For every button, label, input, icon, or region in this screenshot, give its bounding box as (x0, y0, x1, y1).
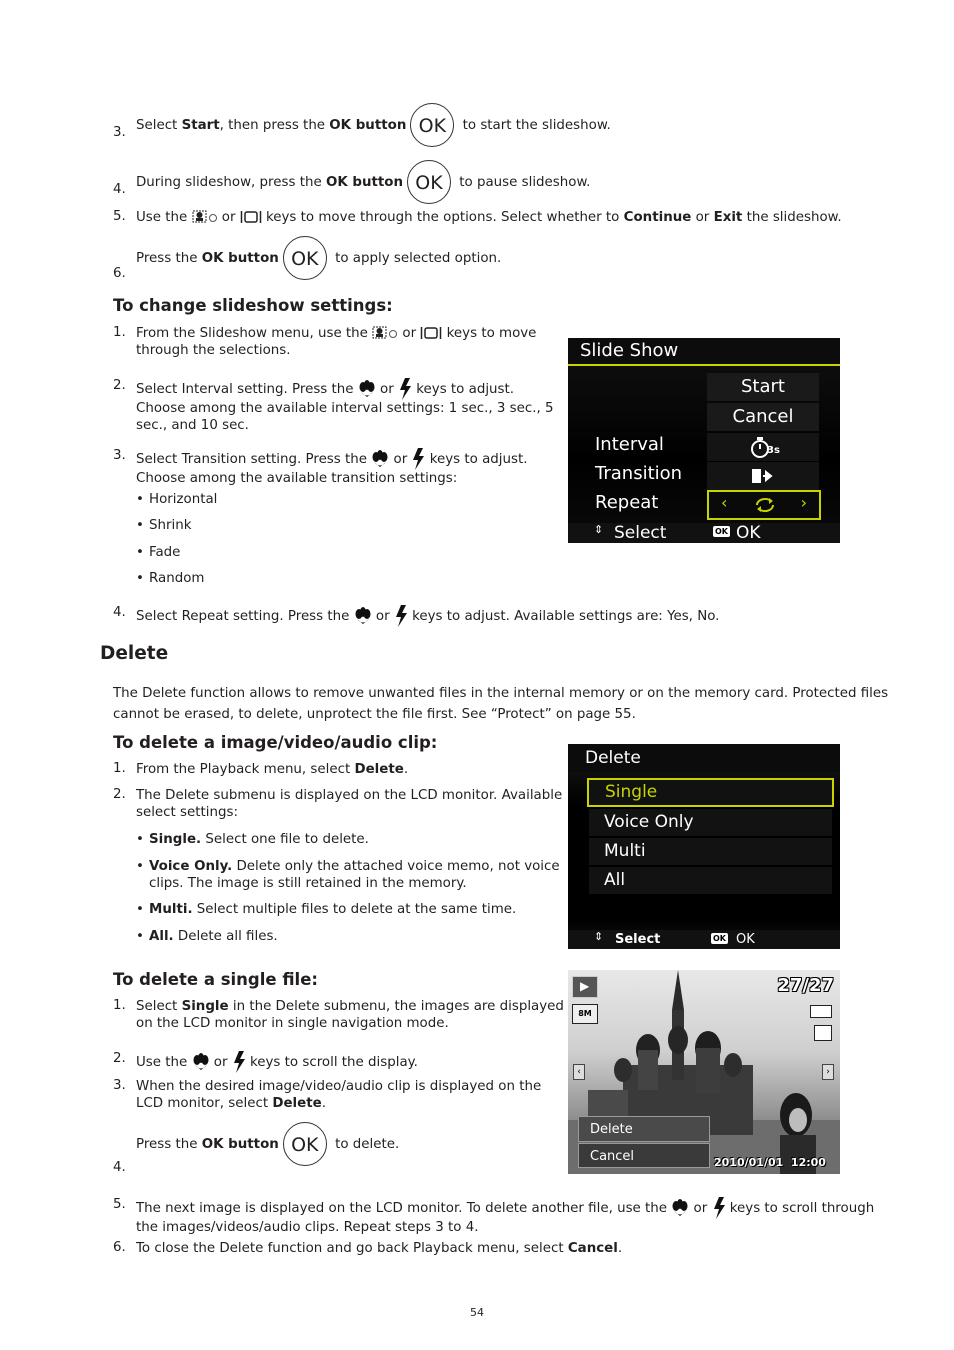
list-item: • Horizontal (136, 492, 217, 507)
voice-rotate-icon (372, 326, 398, 340)
lcd-transition-value (707, 462, 819, 490)
repeat-icon (753, 496, 777, 514)
step-number: 5. (113, 1197, 126, 1212)
step-number: 3. (113, 125, 126, 140)
step-text: Press the OK button OK to apply selected option. (136, 236, 501, 281)
display-icon (420, 326, 442, 340)
interval-value-label: 3s (767, 445, 780, 456)
delete-lcd-screen (568, 744, 840, 949)
chevron-left-icon: ‹ (721, 493, 728, 512)
list-item: • Single. Select one file to delete. (136, 831, 369, 848)
list-item: • Voice Only. Delete only the attached voice memo, not voice clips. The image is still retained in the memory. (136, 858, 560, 892)
macro-flower-icon (671, 1199, 689, 1217)
macro-flower-icon (192, 1053, 210, 1071)
lcd-title: Delete (568, 744, 840, 772)
step-number: 2. (113, 787, 126, 802)
section-heading: To delete a image/video/audio clip: (113, 733, 438, 752)
step-number: 6. (113, 266, 126, 281)
flash-icon (232, 1051, 246, 1073)
chevron-right-icon: › (822, 1064, 834, 1080)
step-text: Use the or keys to scroll the display. (136, 1051, 418, 1073)
macro-flower-icon (358, 380, 376, 398)
step-text: During slideshow, press the OK button OK to pause slideshow. (136, 160, 590, 205)
lcd-option-all: All (589, 867, 832, 894)
lcd-option-voice-only: Voice Only (589, 809, 832, 836)
step-text: From the Slideshow menu, use the or keys to move through the selections. (136, 326, 537, 358)
step-text: The Delete submenu is displayed on the LCD monitor. Available select settings: (136, 788, 563, 820)
flash-icon (712, 1197, 726, 1219)
step-text: From the Playback menu, select Delete. (136, 762, 409, 777)
list-item: • Shrink (136, 518, 191, 533)
step-number: 2. (113, 1051, 126, 1066)
step-number: 4. (113, 605, 126, 620)
battery-icon (810, 1005, 832, 1018)
section-heading: To delete a single file: (113, 970, 318, 989)
step-text: Press the OK button OK to delete. (136, 1122, 399, 1167)
ok-badge-icon: OK (713, 934, 726, 943)
lcd-footer (568, 523, 840, 543)
section-heading: To change slideshow settings: (113, 296, 393, 315)
list-item: • All. Delete all files. (136, 928, 278, 945)
storage-icon (814, 1025, 832, 1041)
step-text: The next image is displayed on the LCD monitor. To delete another file, use the or keys to scroll through the images/videos/audio clips. Repeat steps 3 to 4. (136, 1197, 874, 1236)
list-item: • Fade (136, 545, 180, 560)
step-text: Select Interval setting. Press the or keys to adjust. Choose among the available interval settings: 1 sec., 3 sec., 5 sec., and 10 sec. (136, 378, 554, 434)
lcd-ok-label: OK (736, 523, 761, 543)
step-text: When the desired image/video/audio clip is displayed on the LCD monitor, select Delete. (136, 1079, 542, 1111)
play-mode-icon: ▶ (572, 976, 598, 998)
voice-rotate-icon (192, 210, 218, 224)
lcd-select-label: Select (615, 932, 661, 947)
lcd-label-transition: Transition (595, 463, 683, 484)
step-number: 4. (113, 1160, 126, 1175)
transition-icon (751, 467, 777, 485)
step-number: 5. (113, 209, 126, 224)
intro-paragraph: The Delete function allows to remove unwanted files in the internal memory or on the memory card. Protected files cannot be erased, to delete, unprotect the file first. See “Protect” on page 55. (113, 686, 889, 722)
image-size-badge: 8M (572, 1004, 598, 1024)
file-counter: 27/27 (777, 975, 834, 996)
step-number: 1. (113, 998, 126, 1013)
macro-flower-icon (371, 450, 389, 468)
page-number: 54 (470, 1306, 484, 1319)
ok-button-icon: OK (283, 1122, 327, 1166)
flash-icon (411, 448, 425, 470)
section-title: Delete (100, 643, 169, 664)
step-number: 4. (113, 182, 126, 197)
lcd-footer (568, 930, 840, 949)
flash-icon (398, 378, 412, 400)
lcd-ok-label: OK (736, 932, 755, 947)
lcd-interval-value (707, 433, 819, 461)
chevron-right-icon: › (800, 493, 807, 512)
lcd-title: Slide Show (568, 338, 840, 366)
lcd-label-interval: Interval (595, 434, 664, 455)
step-text: Use the or keys to move through the options. Select whether to Continue or Exit the slideshow. (136, 210, 842, 225)
photo-datetime: 2010/01/01 12:00 (714, 1156, 826, 1169)
lcd-label-repeat: Repeat (595, 492, 659, 513)
photo-menu-cancel: Cancel (578, 1143, 710, 1168)
photo-lcd-screen (568, 970, 840, 1174)
step-number: 1. (113, 761, 126, 776)
step-number: 3. (113, 448, 126, 463)
step-number: 1. (113, 325, 126, 340)
step-number: 2. (113, 378, 126, 393)
lcd-select-label: Select (614, 523, 667, 543)
list-item: • Multi. Select multiple files to delete at the same time. (136, 901, 516, 918)
lcd-option-multi: Multi (589, 838, 832, 865)
slideshow-lcd-screen (568, 338, 840, 543)
lcd-repeat-value (707, 490, 821, 520)
step-text: Select Repeat setting. Press the or keys to adjust. Available settings are: Yes, No. (136, 605, 719, 627)
chevron-left-icon: ‹ (573, 1064, 585, 1080)
ok-button-icon: OK (410, 103, 454, 147)
updown-arrow-icon: ⇕ (594, 930, 604, 943)
step-text: To close the Delete function and go back Playback menu, select Cancel. (136, 1241, 623, 1256)
lcd-option-cancel: Cancel (707, 403, 819, 431)
macro-flower-icon (354, 607, 372, 625)
step-number: 6. (113, 1240, 126, 1255)
list-item: • Random (136, 571, 204, 586)
lcd-option-single: Single (587, 778, 834, 807)
flash-icon (394, 605, 408, 627)
ok-button-icon: OK (283, 236, 327, 280)
updown-arrow-icon: ⇕ (594, 523, 604, 536)
step-text: Select Transition setting. Press the or keys to adjust. Choose among the available transition settings: (136, 448, 528, 487)
lcd-option-start: Start (707, 373, 819, 401)
step-text: Select Single in the Delete submenu, the images are displayed on the LCD monitor in single navigation mode. (136, 999, 564, 1031)
photo-menu-delete: Delete (578, 1116, 710, 1142)
ok-badge-icon: OK (715, 527, 728, 536)
step-text: Select Start, then press the OK button OK to start the slideshow. (136, 103, 611, 148)
ok-button-icon: OK (407, 160, 451, 204)
step-number: 3. (113, 1078, 126, 1093)
display-icon (240, 210, 262, 224)
